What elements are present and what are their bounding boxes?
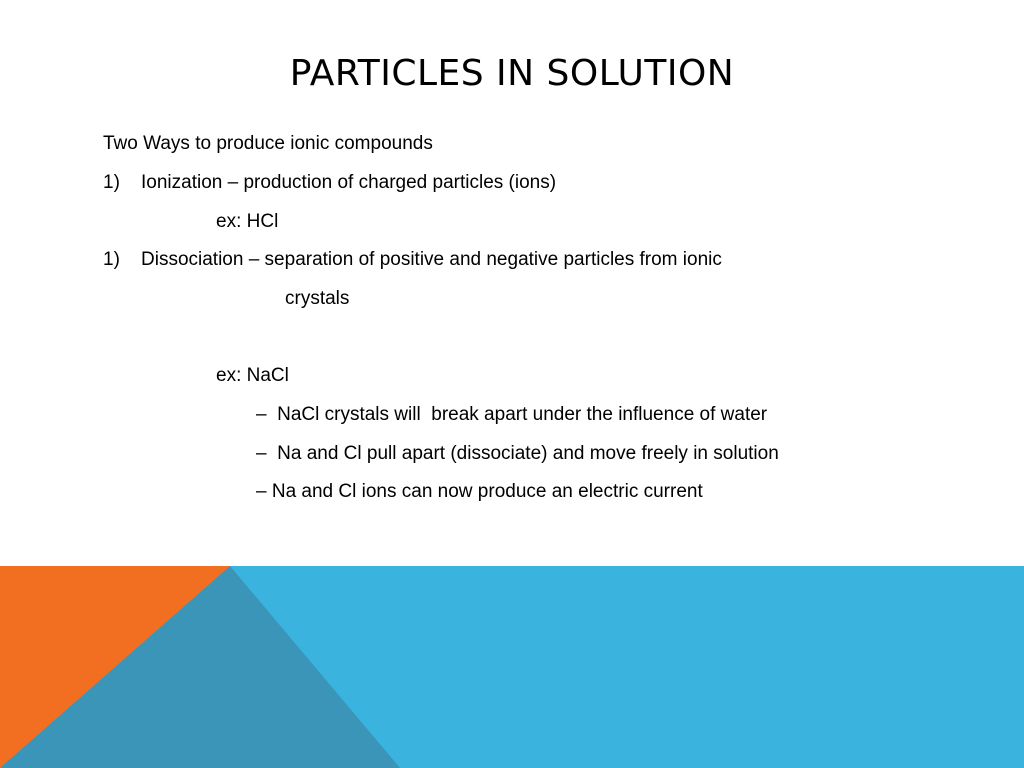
item-1-example: ex: HCl [216, 211, 279, 232]
slide-title: PARTICLES IN SOLUTION [289, 53, 735, 94]
item-2-text: Dissociation – separation of positive and negative particles from ionic [141, 249, 722, 270]
intro-text: Two Ways to produce ionic compounds [103, 133, 433, 154]
item-1-text: Ionization – production of charged particles (ions) [141, 172, 557, 193]
item-2-example: ex: NaCl [216, 365, 289, 386]
bullet-2: – Na and Cl pull apart (dissociate) and move freely in solution [256, 443, 779, 464]
footer-decoration [0, 566, 1024, 768]
bullet-1: – NaCl crystals will break apart under the influence of water [256, 404, 768, 425]
item-1-number: 1) [103, 172, 120, 193]
bullet-3: – Na and Cl ions can now produce an electric current [256, 481, 703, 502]
item-2-number: 1) [103, 249, 120, 270]
item-2-continuation: crystals [285, 288, 350, 309]
